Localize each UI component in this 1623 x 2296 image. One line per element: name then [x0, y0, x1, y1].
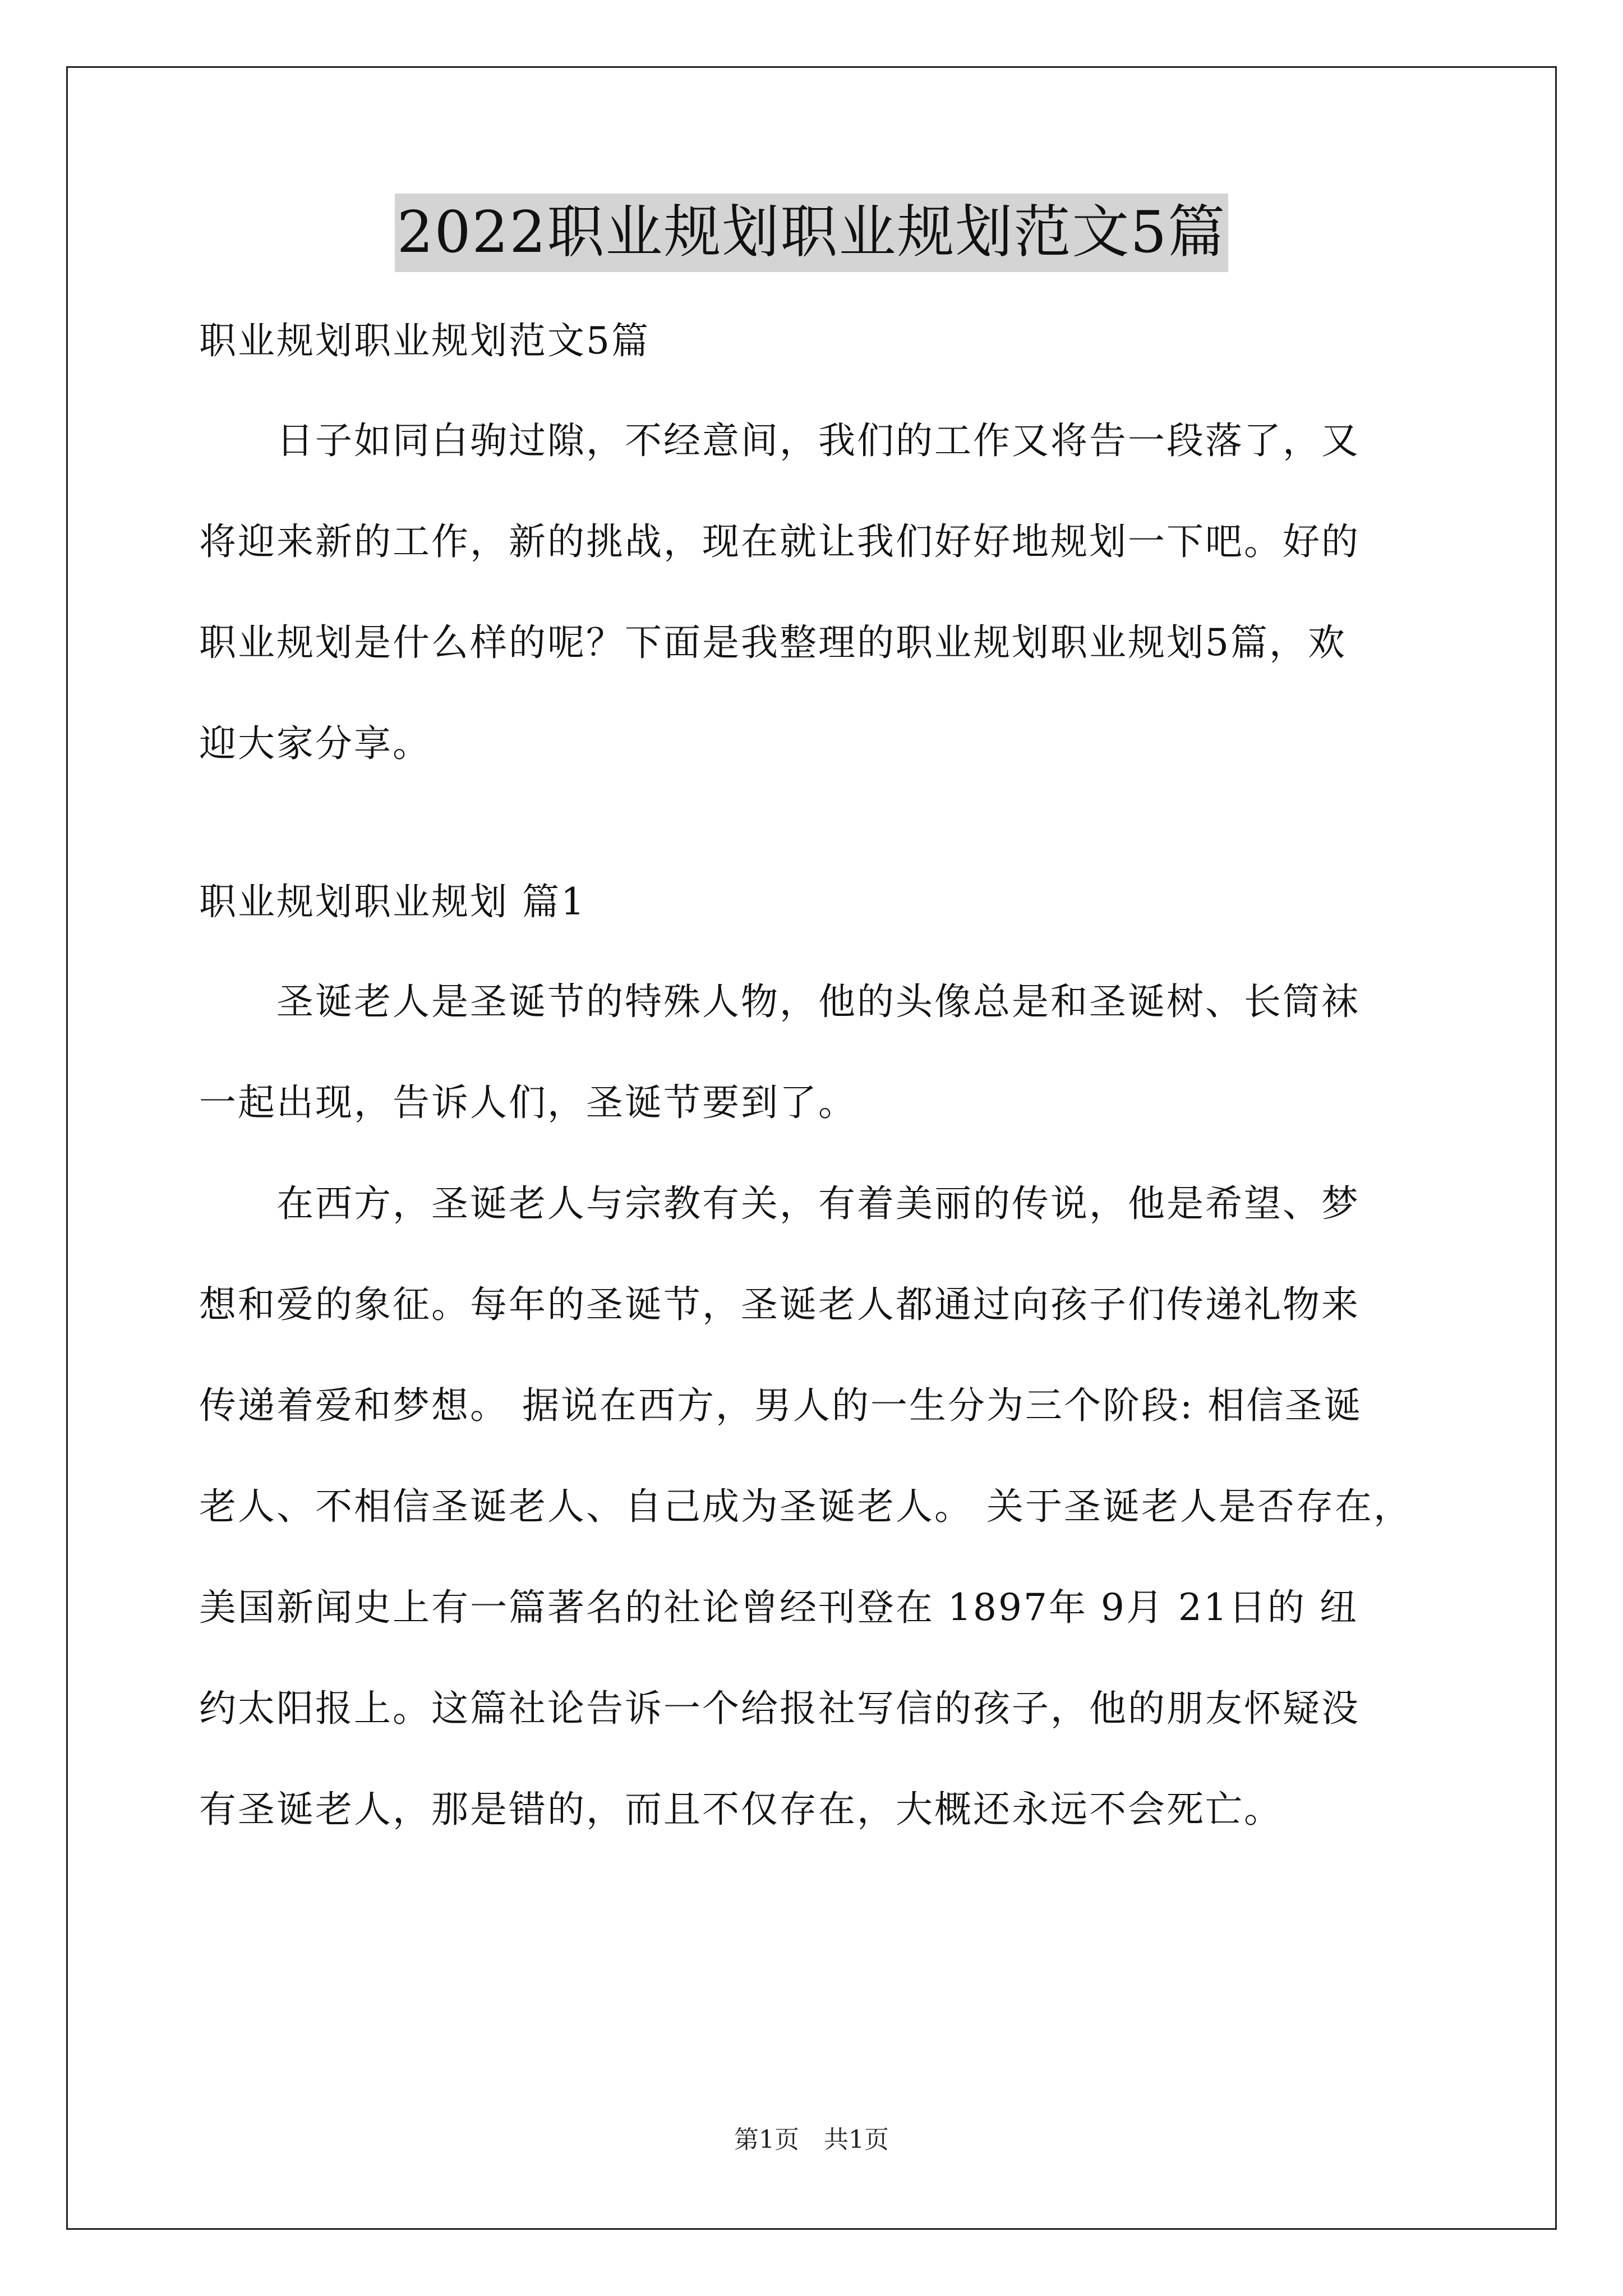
page-border — [66, 66, 1557, 2230]
paragraph-line: 在西方，圣诞老人与宗教有关，有着美丽的传说，他是希望、梦 — [199, 1182, 1360, 1225]
paragraph-line: 传递着爱和梦想。 据说在西方，男人的一生分为三个阶段: 相信圣诞 — [199, 1384, 1363, 1427]
title-wrap — [0, 194, 1623, 272]
intro-line: 职业规划是什么样的呢？下面是我整理的职业规划职业规划5篇，欢 — [199, 621, 1347, 664]
intro-line: 迎大家分享。 — [199, 722, 431, 765]
paragraph-line: 约太阳报上。这篇社论告诉一个给报社写信的孩子，他的朋友怀疑没 — [199, 1687, 1360, 1730]
document-subtitle: 职业规划职业规划范文5篇 — [199, 319, 650, 362]
paragraph-line: 圣诞老人是圣诞节的特殊人物，他的头像总是和圣诞树、长筒袜 — [199, 980, 1360, 1023]
paragraph-line: 有圣诞老人，那是错的，而且不仅存在，大概还永远不会死亡。 — [199, 1788, 1283, 1831]
page-footer: 第1页 共1页 — [734, 2125, 889, 2154]
paragraph-line: 老人、不相信圣诞老人、自己成为圣诞老人。 关于圣诞老人是否存在， — [199, 1485, 1412, 1528]
paragraph-line: 一起出现，告诉人们，圣诞节要到了。 — [199, 1081, 857, 1124]
section-heading: 职业规划职业规划 篇1 — [199, 880, 586, 923]
intro-line: 日子如同白驹过隙，不经意间，我们的工作又将告一段落了，又 — [199, 419, 1360, 462]
document-title: 2022职业规划职业规划范文5篇 — [395, 194, 1228, 272]
paragraph-line: 美国新闻史上有一篇著名的社论曾经刊登在 1897年 9月 21日的 纽 — [199, 1586, 1358, 1629]
intro-line: 将迎来新的工作，新的挑战，现在就让我们好好地规划一下吧。好的 — [199, 520, 1360, 563]
paragraph-line: 想和爱的象征。每年的圣诞节，圣诞老人都通过向孩子们传递礼物来 — [199, 1283, 1360, 1326]
